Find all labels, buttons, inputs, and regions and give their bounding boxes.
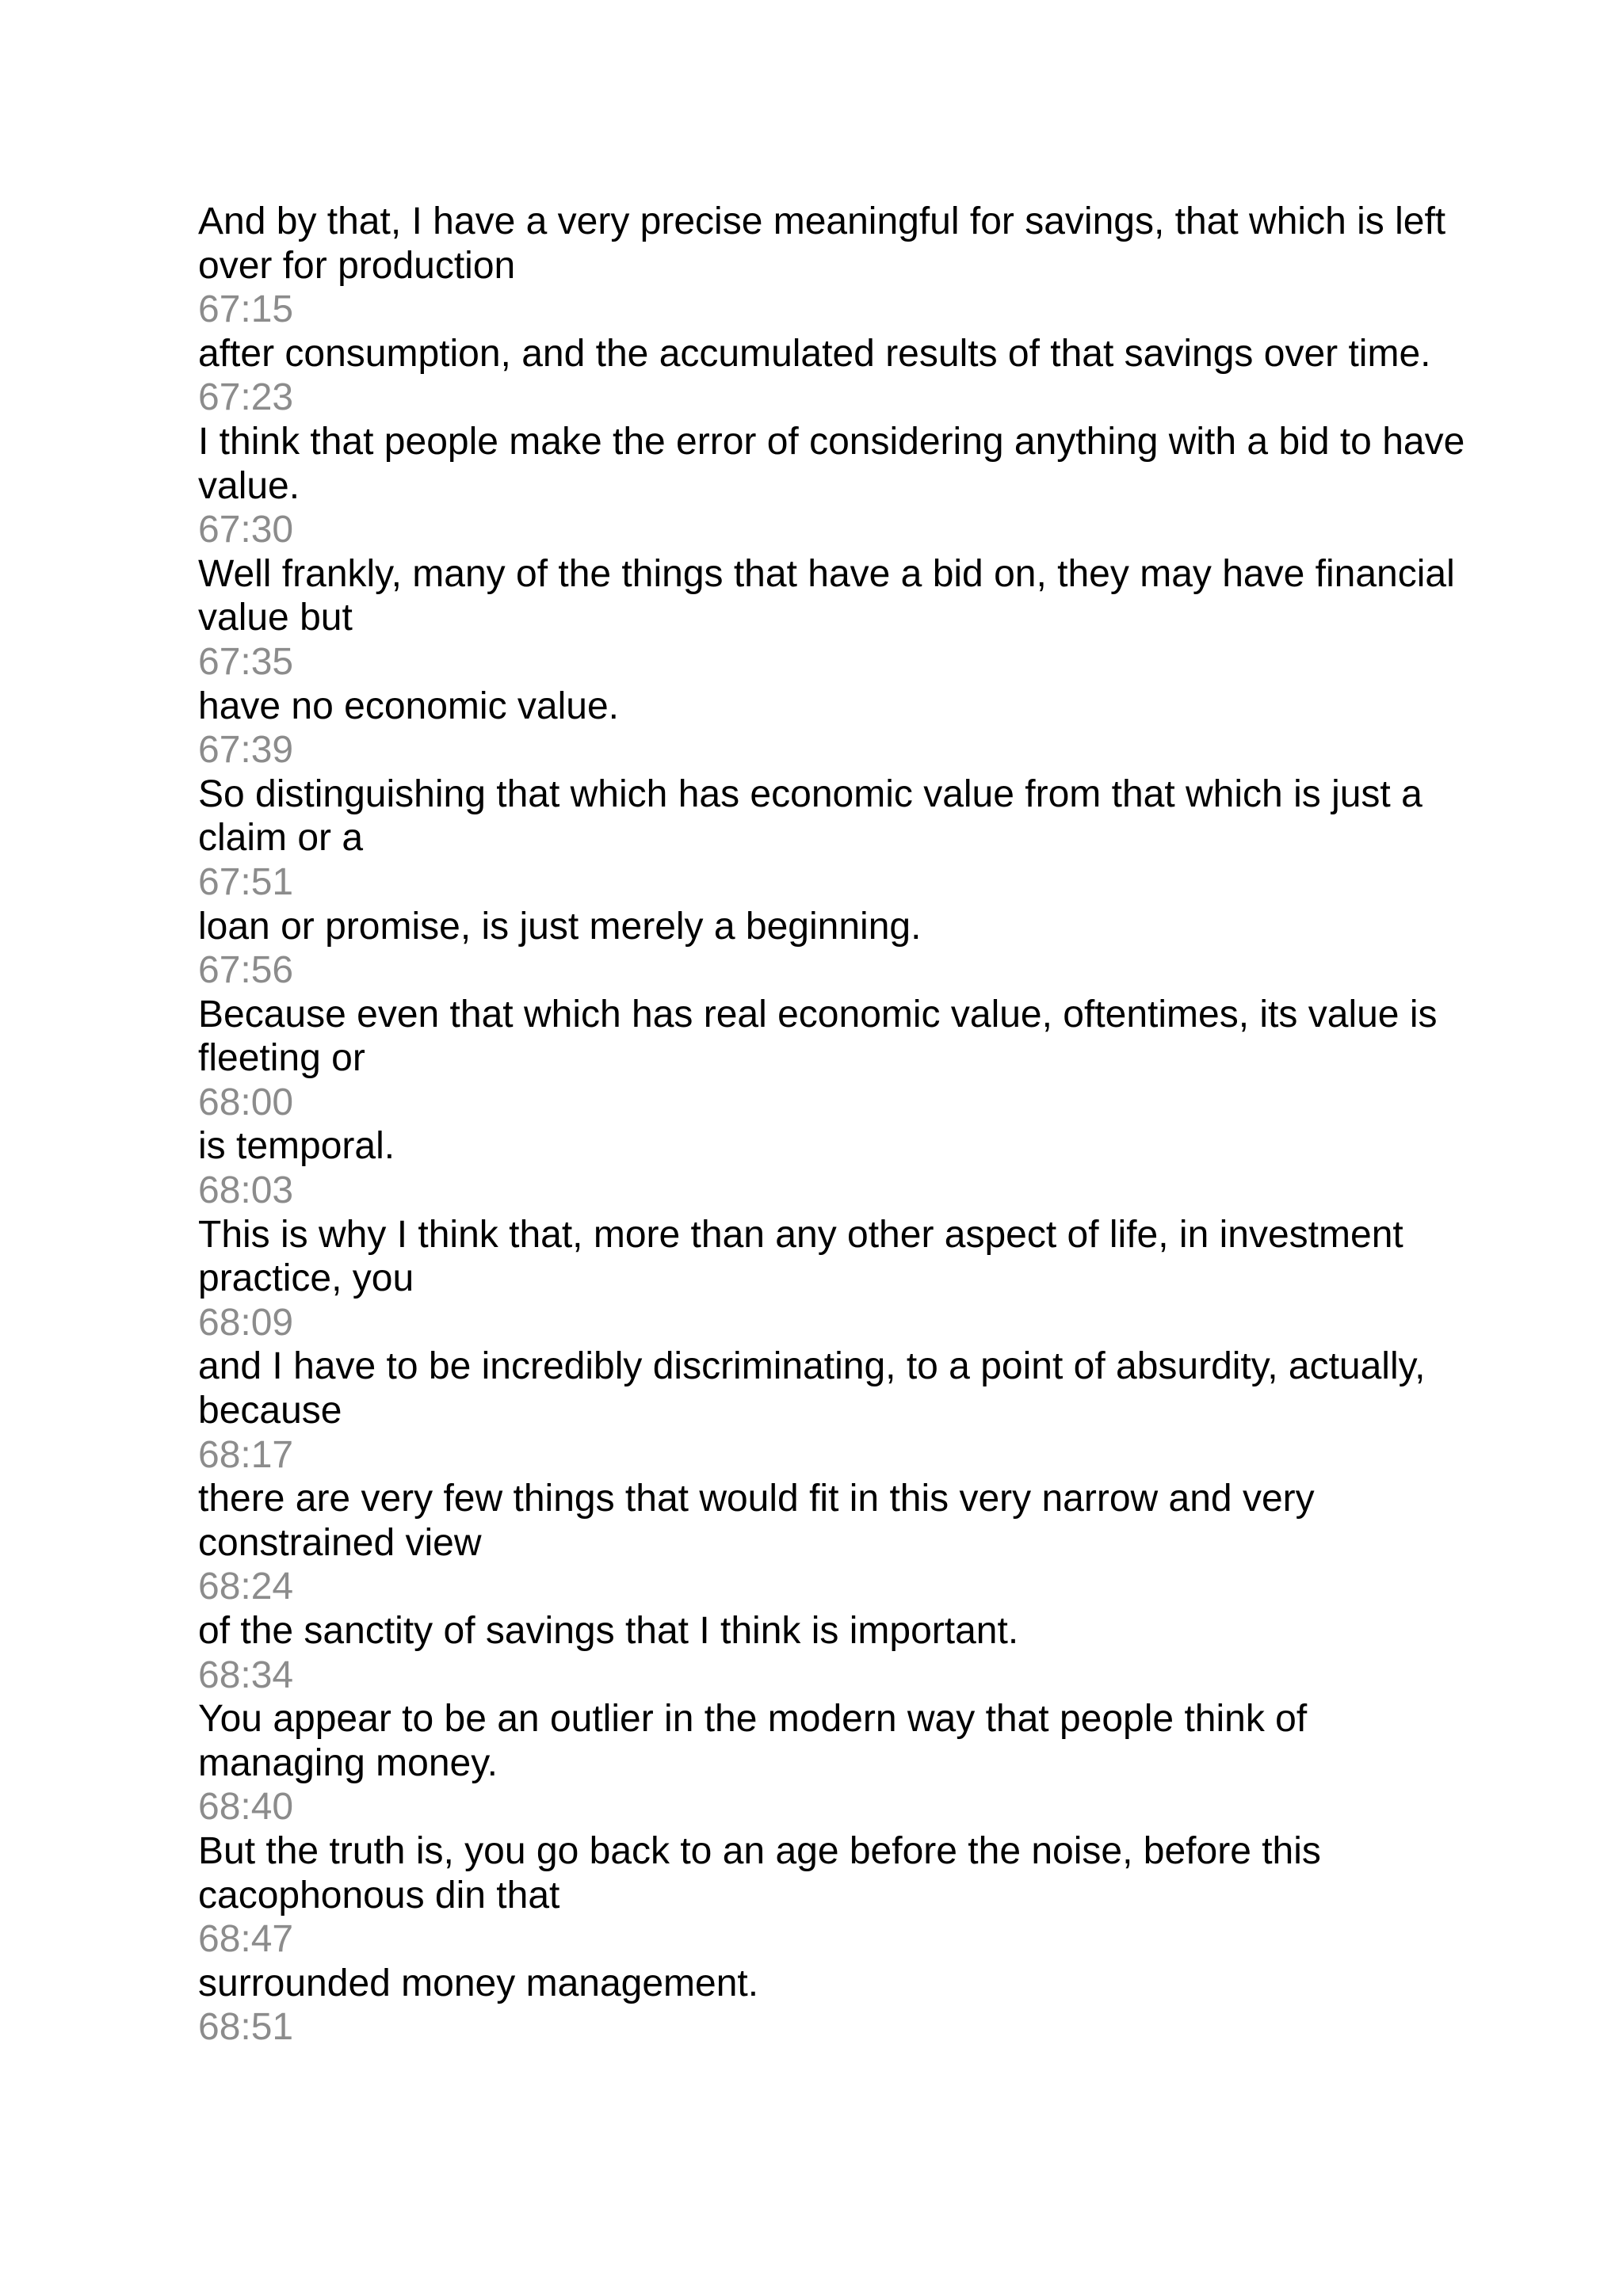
transcript-entry — [198, 993, 1466, 1125]
transcript-entry — [198, 1829, 1466, 1962]
caption-text: This is why I think that, more than any other aspect of life, in investment practice, you — [198, 1213, 1403, 1300]
timestamp: 67:56 — [198, 949, 294, 992]
caption-text: loan or promise, is just merely a beginning. — [198, 905, 922, 948]
timestamp: 68:40 — [198, 1786, 294, 1829]
caption-text: surrounded money management. — [198, 1962, 759, 2004]
caption-text: Well frankly, many of the things that have a bid on, they may have financial value but — [198, 552, 1455, 639]
caption-text: You appear to be an outlier in the modern way that people think of managing money. — [198, 1698, 1308, 1784]
timestamp: 67:51 — [198, 860, 294, 903]
timestamp: 68:00 — [198, 1081, 294, 1123]
timestamp: 68:47 — [198, 1918, 294, 1961]
timestamp: 68:03 — [198, 1169, 294, 1212]
caption-text: after consumption, and the accumulated results of that savings over time. — [198, 332, 1431, 375]
timestamp: 68:09 — [198, 1301, 294, 1344]
transcript-entry — [198, 1213, 1466, 1345]
timestamp: 68:34 — [198, 1653, 294, 1696]
timestamp: 68:24 — [198, 1566, 294, 1608]
transcript-entry — [198, 420, 1466, 552]
transcript-entry — [198, 200, 1466, 332]
timestamp: 67:15 — [198, 288, 294, 331]
transcript-entry — [198, 332, 1466, 420]
caption-text: have no economic value. — [198, 685, 619, 727]
caption-text: I think that people make the error of considering anything with a bid to have value. — [198, 420, 1465, 507]
transcript-entry — [198, 685, 1466, 772]
timestamp: 67:23 — [198, 376, 294, 419]
transcript-entry — [198, 1124, 1466, 1212]
timestamp: 67:30 — [198, 509, 294, 551]
caption-text: and I have to be incredibly discriminating, to a point of absurdity, actually, because — [198, 1345, 1426, 1432]
transcript-entry — [198, 1344, 1466, 1477]
caption-text: So distinguishing that which has economic value from that which is just a claim or a — [198, 772, 1423, 860]
caption-text: And by that, I have a very precise meaningful for savings, that which is left over for production — [198, 200, 1446, 287]
caption-text: But the truth is, you go back to an age before the noise, before this cacophonous din that — [198, 1829, 1321, 1917]
timestamp: 68:17 — [198, 1433, 294, 1476]
transcript-entry — [198, 1697, 1466, 1829]
timestamp: 68:51 — [198, 2006, 294, 2049]
transcript-entry — [198, 905, 1466, 993]
transcript-entry — [198, 1962, 1466, 2050]
caption-text: of the sanctity of savings that I think is important. — [198, 1610, 1019, 1652]
caption-text: there are very few things that would fit in this very narrow and very constrained view — [198, 1478, 1315, 1564]
caption-text: Because even that which has real economic value, oftentimes, its value is fleeting or — [198, 993, 1438, 1080]
transcript-entry — [198, 772, 1466, 905]
transcript-entry — [198, 1477, 1466, 1609]
transcript-page — [198, 200, 1466, 2050]
timestamp: 67:35 — [198, 640, 294, 683]
transcript-entry — [198, 552, 1466, 685]
transcript-entry — [198, 1609, 1466, 1697]
caption-text: is temporal. — [198, 1125, 395, 1168]
timestamp: 67:39 — [198, 729, 294, 772]
